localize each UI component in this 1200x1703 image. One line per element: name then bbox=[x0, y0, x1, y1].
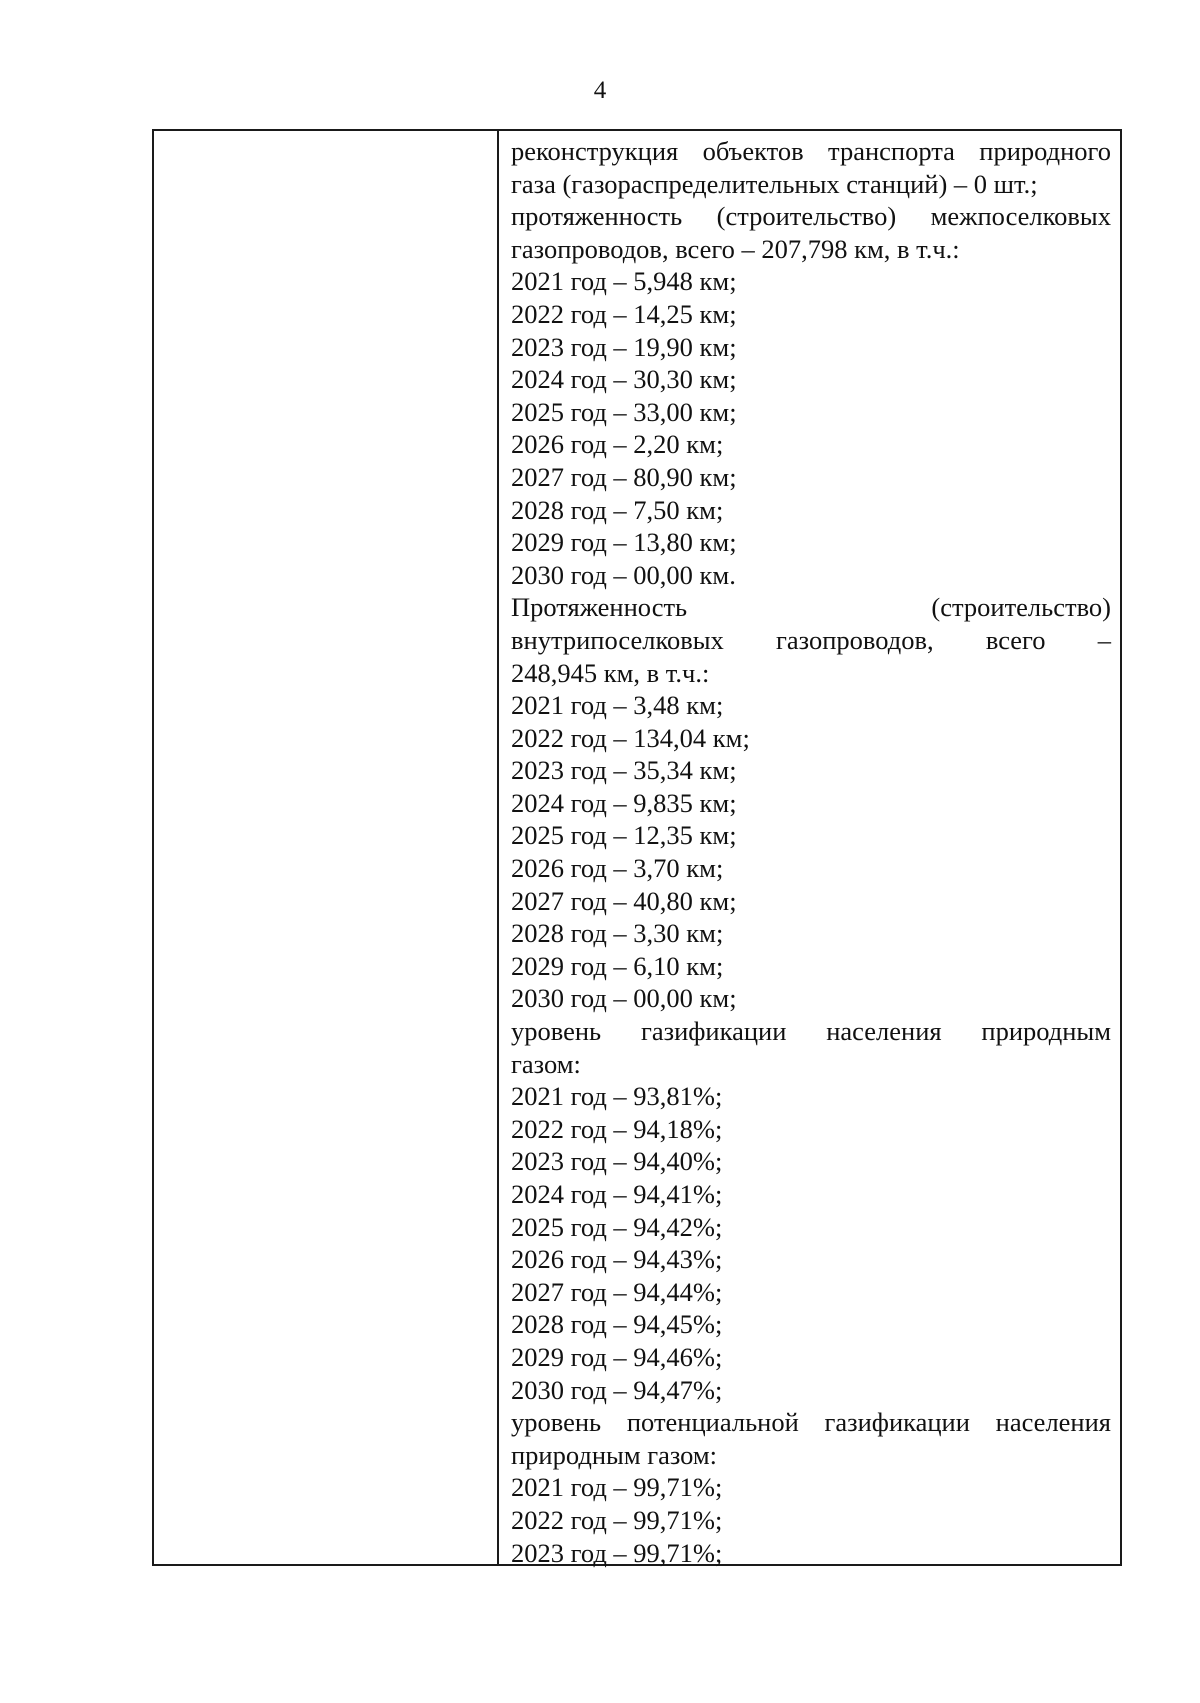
text-line: 2024 год – 9,835 км; bbox=[511, 787, 737, 818]
text-line: 248,945 км, в т.ч.: bbox=[511, 657, 710, 688]
text-line: уровень газификации населения природным bbox=[511, 1016, 1111, 1047]
text-line: 2025 год – 33,00 км; bbox=[511, 396, 737, 427]
text-line: 2027 год – 94,44%; bbox=[511, 1276, 723, 1307]
text-line: 2021 год – 99,71%; bbox=[511, 1472, 723, 1503]
text-line: 2028 год – 3,30 км; bbox=[511, 918, 724, 949]
text-line: 2030 год – 94,47%; bbox=[511, 1374, 723, 1405]
column-divider bbox=[497, 131, 499, 1564]
page-number: 4 bbox=[593, 77, 607, 104]
text-line: 2023 год – 94,40%; bbox=[511, 1146, 723, 1177]
text-line: уровень потенциальной газификации населения bbox=[511, 1407, 1111, 1438]
text-line: 2022 год – 134,04 км; bbox=[511, 722, 750, 753]
indicators-cell bbox=[511, 135, 1111, 1569]
text-line: 2026 год – 3,70 км; bbox=[511, 853, 724, 884]
text-line: реконструкция объектов транспорта природного bbox=[511, 136, 1111, 166]
text-line: 2029 год – 6,10 км; bbox=[511, 950, 724, 981]
text-line: 2030 год – 00,00 км; bbox=[511, 983, 737, 1014]
text-line: 2028 год – 94,45%; bbox=[511, 1309, 723, 1340]
text-line: газа (газораспределительных станций) – 0 шт.; bbox=[511, 168, 1038, 199]
text-line: 2024 год – 30,30 км; bbox=[511, 364, 737, 395]
text-line: 2022 год – 99,71%; bbox=[511, 1504, 723, 1535]
text-line: газопроводов, всего – 207,798 км, в т.ч.: bbox=[511, 233, 960, 264]
text-line: 2026 год – 2,20 км; bbox=[511, 429, 724, 460]
text-line: природным газом: bbox=[511, 1439, 718, 1470]
text-line: 2029 год – 13,80 км; bbox=[511, 527, 737, 558]
text-line: 2023 год – 19,90 км; bbox=[511, 331, 737, 362]
text-line: протяженность (строительство) межпоселковых bbox=[511, 201, 1111, 232]
text-line: 2021 год – 3,48 км; bbox=[511, 690, 724, 721]
text-line: 2021 год – 5,948 км; bbox=[511, 266, 737, 297]
text-line: 2027 год – 40,80 км; bbox=[511, 885, 737, 916]
text-line: Протяженность (строительство) bbox=[511, 592, 1111, 623]
document-table bbox=[152, 129, 1122, 1566]
text-line: внутрипоселковых газопроводов, всего – bbox=[511, 624, 1111, 655]
text-line: 2027 год – 80,90 км; bbox=[511, 461, 737, 492]
text-line: 2022 год – 94,18%; bbox=[511, 1113, 723, 1144]
text-line: 2030 год – 00,00 км. bbox=[511, 559, 736, 590]
text-line: 2029 год – 94,46%; bbox=[511, 1341, 723, 1372]
text-line: 2024 год – 94,41%; bbox=[511, 1179, 723, 1209]
text-line: 2021 год – 93,81%; bbox=[511, 1081, 723, 1112]
text-line: 2028 год – 7,50 км; bbox=[511, 494, 724, 525]
text-line: 2026 год – 94,43%; bbox=[511, 1244, 723, 1275]
text-line: 2025 год – 12,35 км; bbox=[511, 820, 737, 851]
text-line: 2022 год – 14,25 км; bbox=[511, 298, 737, 329]
text-line: 2023 год – 35,34 км; bbox=[511, 755, 737, 786]
text-line: 2023 год – 99,71%; bbox=[511, 1537, 723, 1568]
text-line: газом: bbox=[511, 1048, 581, 1079]
text-line: 2025 год – 94,42%; bbox=[511, 1211, 723, 1242]
